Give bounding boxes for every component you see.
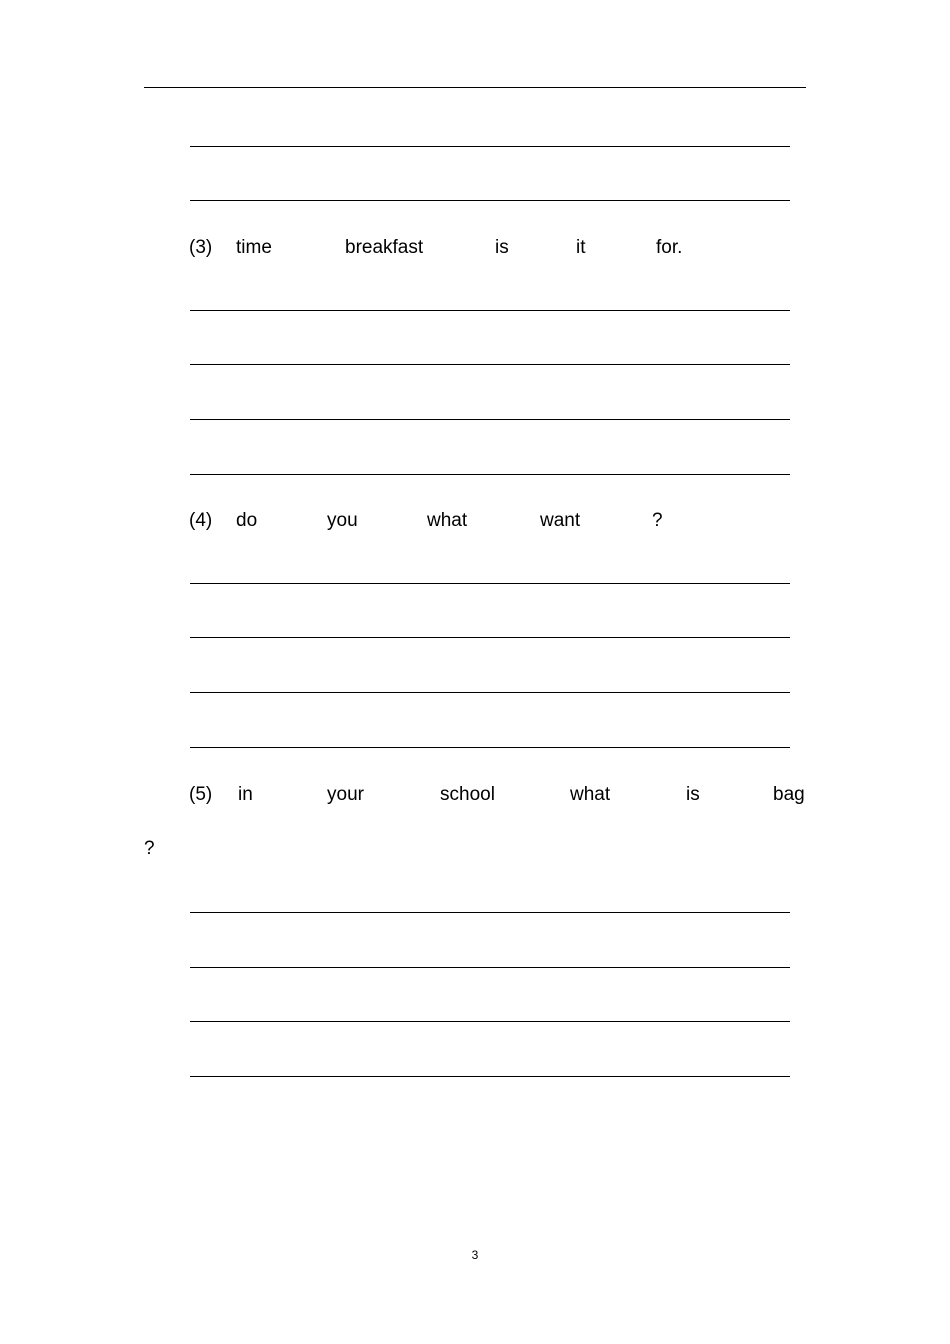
scrambled-word: what (427, 510, 468, 531)
scrambled-word: school (440, 784, 495, 805)
page-number: 3 (471, 1248, 479, 1262)
answer-line[interactable] (190, 583, 790, 584)
answer-line[interactable] (190, 310, 790, 311)
answer-line[interactable] (190, 419, 790, 420)
scrambled-word: breakfast (345, 237, 424, 258)
answer-line[interactable] (190, 200, 790, 201)
scrambled-word: for. (656, 237, 683, 258)
answer-line[interactable] (190, 474, 790, 475)
answer-line[interactable] (190, 1076, 790, 1077)
answer-line[interactable] (190, 637, 790, 638)
scrambled-word: what (570, 784, 611, 805)
answer-line[interactable] (190, 747, 790, 748)
scrambled-word-wrapped: ? (144, 838, 155, 859)
scrambled-word: is (686, 784, 700, 805)
question-number: (4) (189, 510, 213, 531)
scrambled-word: in (238, 784, 253, 805)
answer-line[interactable] (190, 146, 790, 147)
scrambled-word: ? (652, 510, 663, 531)
answer-line[interactable] (190, 364, 790, 365)
question-number: (3) (189, 237, 213, 258)
scrambled-word: time (236, 237, 272, 258)
header-rule (144, 87, 806, 88)
answer-line[interactable] (190, 912, 790, 913)
scrambled-word: you (327, 510, 358, 531)
scrambled-word: your (327, 784, 364, 805)
scrambled-word: bag (773, 784, 805, 805)
answer-line[interactable] (190, 692, 790, 693)
scrambled-word: do (236, 510, 258, 531)
scrambled-word: want (540, 510, 581, 531)
answer-line[interactable] (190, 1021, 790, 1022)
scrambled-word: it (576, 237, 586, 258)
answer-line[interactable] (190, 967, 790, 968)
question-number: (5) (189, 784, 213, 805)
scrambled-word: is (495, 237, 509, 258)
